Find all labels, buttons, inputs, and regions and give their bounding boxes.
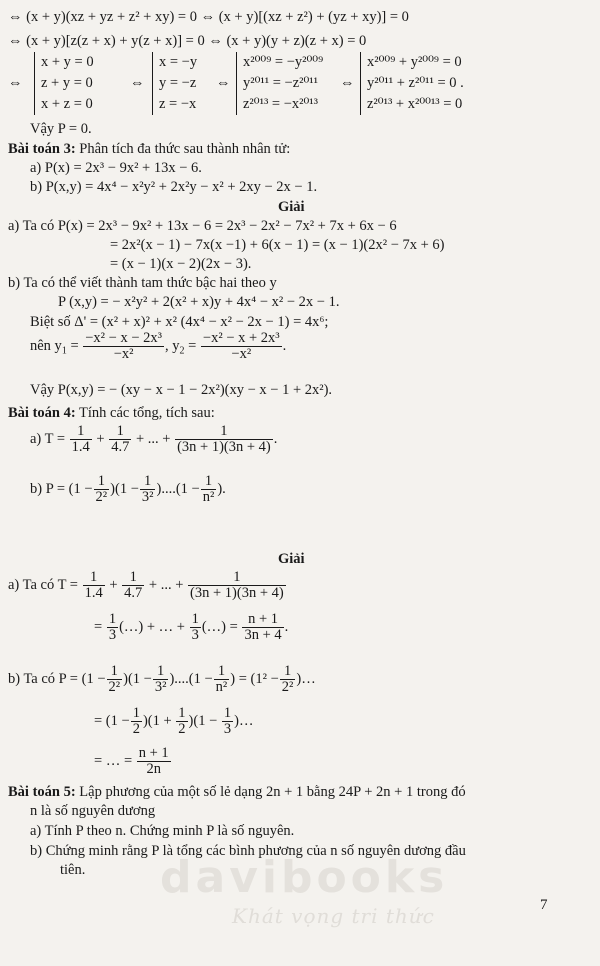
num: 1 (214, 664, 230, 680)
mid: = (1² − (238, 670, 279, 687)
dot: . (284, 618, 289, 635)
plus: + (105, 576, 122, 593)
den: 2² (108, 679, 121, 695)
ellipsis: + ... + (145, 576, 188, 593)
system-2 (152, 52, 197, 115)
den: 3² (154, 679, 167, 695)
sys3-row: z²⁰¹³ = −x²⁰¹³ (243, 96, 318, 112)
bt4-title: Bài toán 4: (8, 405, 76, 421)
bt4-solution-heading: Giải (278, 551, 305, 567)
frac-1-47 (109, 424, 131, 455)
den: 3 (223, 721, 232, 737)
frac (280, 664, 296, 695)
den: 3² (141, 489, 154, 505)
line2-prefix: = (1 − (94, 712, 130, 729)
num: n + 1 (242, 612, 283, 628)
bt3-title: Bài toán 3: (8, 141, 76, 157)
den: n² (202, 489, 215, 505)
y2-fraction (201, 331, 282, 362)
bt3-roots (30, 331, 286, 362)
bt3-sol-b-5: Vậy P(x,y) = − (xy − x − 1 − 2x²)(xy − x − 1 + 2x²). (30, 382, 333, 398)
eq: = (94, 752, 103, 769)
sys2-row: z = −x (159, 96, 197, 112)
bt4-sol-a-prefix: a) Ta có T = (8, 576, 82, 593)
den: 2n (146, 761, 161, 777)
arrow-1: ⇔ (8, 75, 23, 91)
dot: . (273, 430, 278, 447)
frac-half (176, 706, 187, 737)
num: 1 (201, 474, 217, 490)
bt4-a-prefix: a) T = (30, 430, 69, 447)
num: 1 (153, 664, 169, 680)
nen-label: nên y (30, 337, 62, 354)
bt4-a (30, 424, 277, 455)
page-number: 7 (540, 897, 548, 913)
sys4-row: y²⁰¹¹ + z²⁰¹¹ = 0 . (367, 75, 464, 91)
num: 1 (122, 570, 144, 586)
num: 1 (280, 664, 296, 680)
den: n² (215, 679, 228, 695)
sys2-row: y = −z (159, 75, 197, 91)
den: 3 (191, 627, 199, 643)
frac-half (131, 706, 142, 737)
eq: = (123, 752, 133, 769)
system-4 (360, 52, 464, 115)
eq: = (94, 618, 103, 635)
bt4-sol-a-1 (8, 570, 287, 601)
sys1-row: z + y = 0 (41, 75, 93, 91)
frac (214, 664, 230, 695)
dot: . (282, 337, 287, 354)
num: 1 (108, 611, 117, 627)
arrow-4: ⇔ (340, 75, 355, 91)
num: 1 (94, 474, 110, 490)
den: 2² (95, 489, 108, 505)
end: ). (217, 480, 226, 497)
bt5-line2: n là số nguyên dương (30, 803, 156, 819)
frac-result-b (137, 746, 171, 777)
system-1 (34, 52, 94, 115)
bt4-sol-b-2: = (1 − $\frac{1}{2}$ )(1 + $\frac{1}{2}$ )(1 − $\frac{1}{3}$ )… (94, 705, 254, 737)
system-3 (236, 52, 323, 115)
num: 1 (223, 705, 232, 721)
bt4-sol-a-2: = $\frac{1}{3}$ (…) + … + $\frac{1}{3}$ (…) = $\frac{n + 1}{3n + 4}$ . (94, 611, 289, 643)
den: 1.4 (84, 585, 103, 601)
bt4-sol-b-prefix: b) Ta có P = (1 − (8, 670, 106, 687)
sys1-row: x + z = 0 (41, 96, 93, 112)
bt3-sol-a-3: = (x − 1)(x − 2)(2x − 3). (110, 256, 252, 272)
bt5-b: b) Chứng minh rằng P là tổng các bình phương của n số nguyên dương đầu (30, 843, 466, 859)
y2-numerator: −x² − x + 2x³ (202, 330, 280, 346)
arrow-2: ⇔ (130, 75, 145, 91)
y1-fraction (83, 331, 164, 362)
bt4-b-prefix: b) P = (1 − (30, 480, 93, 497)
bt5-title: Bài toán 5: (8, 784, 76, 800)
den: (3n + 1)(3n + 4) (177, 439, 271, 455)
num: 1 (70, 424, 92, 440)
bt3-heading (8, 140, 290, 158)
bt3-solution-heading: Giải (278, 199, 305, 215)
num: 1 (188, 570, 286, 586)
den: 3n + 4 (244, 627, 282, 643)
bt3-title-text: Phân tích đa thức sau thành nhân tử: (75, 141, 291, 157)
frac-1-3 (190, 612, 201, 643)
den: 2 (178, 721, 186, 737)
equals: = (66, 337, 83, 354)
bt3-sol-b-3: Biệt số Δ' = (x² + x)² + x² (4x⁴ − x² − 2x − 1) = 4x⁶; (30, 314, 329, 330)
top-line-1: ⇔ (x + y)(xz + yz + z² + xy) = 0 ⇔ (x + y)[(xz + z²) + (yz + xy)] = 0 (8, 9, 409, 25)
frac-1-n (175, 424, 273, 455)
bt5-heading (8, 783, 466, 801)
frac-third (222, 706, 233, 737)
den: 2 (132, 721, 140, 737)
sys3-row: y²⁰¹¹ = −z²⁰¹¹ (243, 75, 318, 91)
arrow-3: ⇔ (216, 75, 231, 91)
num: 1 (83, 570, 105, 586)
y2-sub: 2 (179, 345, 185, 357)
num: 1 (140, 474, 156, 490)
frac-1-32 (140, 474, 156, 505)
bt3-sol-b-1: b) Ta có thể viết thành tam thức bậc hai theo y (8, 275, 277, 291)
den: 4.7 (111, 439, 130, 455)
den: 2² (281, 679, 294, 695)
num: 1 (132, 705, 140, 721)
watermark-tagline: Khát vọng tri thức (232, 904, 435, 928)
sys2-row: x = −y (159, 54, 198, 70)
sys4-row: x²⁰⁰⁹ + y²⁰⁰⁹ = 0 (367, 54, 462, 70)
bt4-sol-b-3: = … = $\frac{n + 1}{2n}$ (94, 745, 169, 777)
sys4-row: z²⁰¹³ + x²⁰⁰¹³ = 0 (367, 96, 463, 112)
num: 1 (175, 424, 273, 440)
frac-result (242, 612, 283, 643)
frac (122, 570, 144, 601)
bt4-b (30, 474, 226, 505)
num: n + 1 (138, 745, 169, 761)
den: 1.4 (71, 439, 90, 455)
num: 1 (109, 424, 131, 440)
bt5-b2: tiên. (60, 862, 86, 878)
plus: + (92, 430, 109, 447)
mid: )(1 − (110, 480, 139, 497)
frac-1-22 (94, 474, 110, 505)
frac-1-n2 (201, 474, 217, 505)
sys1-row: x + y = 0 (41, 54, 94, 70)
bt5-title-text: Lập phương của một số lẻ dạng 2n + 1 bằng 24P + 2n + 1 trong đó (75, 784, 466, 800)
bt3-b: b) P(x,y) = 4x⁴ − x²y² + 2x²y − x² + 2xy − 2x − 1. (30, 179, 318, 195)
frac (83, 570, 105, 601)
mid: )....(1 − (156, 480, 200, 497)
frac-1-14 (70, 424, 92, 455)
den: 3 (108, 627, 117, 643)
frac-1-3 (107, 612, 118, 643)
y1-numerator: −x² − x − 2x³ (85, 330, 162, 346)
comma-y2: , y (164, 337, 180, 354)
mid: )....(1 − (169, 670, 213, 687)
den: (3n + 1)(3n + 4) (190, 585, 284, 601)
top-line-2: ⇔ (x + y)[z(z + x) + y(z + x)] = 0 ⇔ (x + y)(y + z)(z + x) = 0 (8, 33, 367, 49)
den: 4.7 (124, 585, 143, 601)
num: 1 (191, 611, 199, 627)
y2-denominator: −x² (231, 346, 252, 362)
bt3-sol-a-2: = 2x²(x − 1) − 7x(x −1) + 6(x − 1) = (x − 1)(2x² − 7x + 6) (110, 237, 445, 253)
mid: )(1 − (123, 670, 152, 687)
bt4-title-text: Tính các tổng, tích sau: (75, 405, 215, 421)
bt3-sol-a-1: a) Ta có P(x) = 2x³ − 9x² + 13x − 6 = 2x³ − 2x² − 7x² + 7x + 6x − 6 (8, 218, 397, 234)
eq: = (229, 618, 238, 635)
bt3-sol-b-2: P (x,y) = − x²y² + 2(x² + x)y + 4x⁴ − x² − 2x − 1. (58, 294, 340, 310)
equals: = (184, 337, 200, 354)
watermark: davibooks (160, 852, 449, 903)
bt3-a: a) P(x) = 2x³ − 9x² + 13x − 6. (30, 160, 202, 176)
y1-sub: 1 (61, 345, 67, 357)
frac (107, 664, 123, 695)
frac (153, 664, 169, 695)
ellipsis: + ... + (132, 430, 175, 447)
num: 1 (107, 664, 123, 680)
num: 1 (178, 705, 186, 721)
sys3-row: x²⁰⁰⁹ = −y²⁰⁰⁹ (243, 54, 324, 70)
frac (188, 570, 286, 601)
conclusion: Vậy P = 0. (30, 121, 92, 137)
bt4-heading (8, 404, 215, 422)
bt4-sol-b-1: b) Ta có P = (1 − $\frac{1}{\text{2²}}$ )(1 − $\frac{1}{\text{3²}}$ )....(1 − $\frac{1}{\text{n²}}$ ) = (1² − $\frac{1}{\text{2²}}$ )… (8, 663, 316, 695)
y1-denominator: −x² (113, 346, 134, 362)
bt5-a: a) Tính P theo n. Chứng minh P là số nguyên. (30, 823, 295, 839)
